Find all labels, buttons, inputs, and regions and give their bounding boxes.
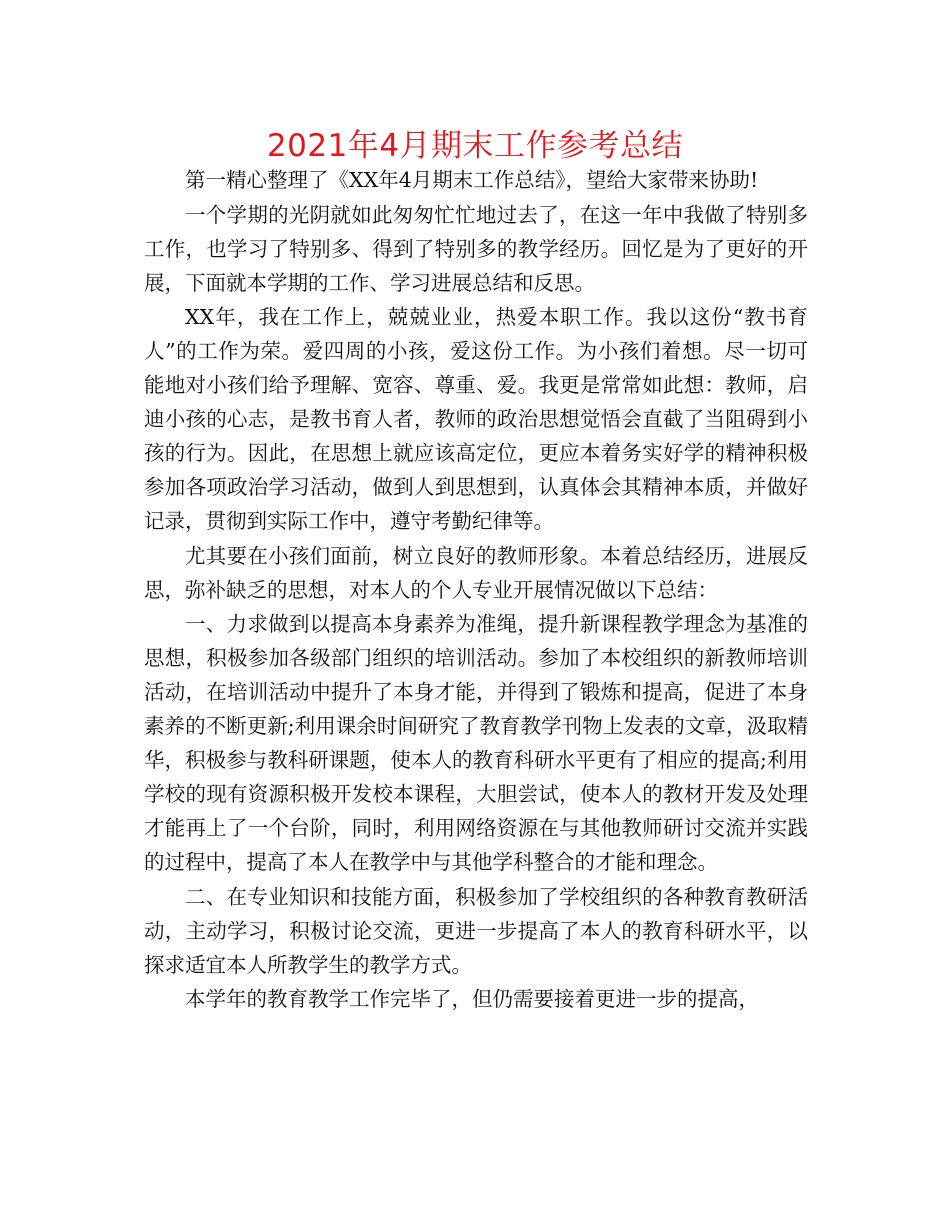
document-title: 2021年4月期末工作参考总结 [266, 128, 684, 164]
paragraph-closing: 本学年的教育教学工作完毕了，但仍需要接着更进一步的提高， [185, 987, 759, 1011]
document-body [144, 163, 808, 1017]
paragraph-intro: 第一精心整理了《XX年4月期末工作总结》，望给大家带来协助! [185, 168, 759, 192]
paragraph-work-attitude: XX年，我在工作上，兢兢业业，热爱本职工作。我以这份“教书育人”的工作为荣。爱四周的小孩，爱这份工作。为小孩们着想。尽一切可能地对小孩们给予理解、宽容、尊重、爱。我更是常常如此想：教师，启迪小孩的心志，是教书育人者，教师的政治思想觉悟会直截了当阻碍到小孩的行为。因此，在思想上就应该高定位，更应本着务实好学的精神积极参加各项政治学习活动，做到人到思想到，认真体会其精神本质，并做好记录，贯彻到实际工作中，遵守考勤纪律等。 [144, 305, 808, 533]
paragraph-point-two: 二、在专业知识和技能方面，积极参加了学校组织的各种教育教研活动，主动学习，积极讨论交流，更进一步提高了本人的教育科研水平，以探求适宜本人所教学生的教学方式。 [144, 884, 808, 977]
paragraph-semester: 一个学期的光阴就如此匆匆忙忙地过去了，在这一年中我做了特别多工作，也学习了特别多、得到了特别多的教学经历。回忆是为了更好的开展，下面就本学期的工作、学习进展总结和反思。 [144, 202, 808, 295]
paragraph-point-one: 一、力求做到以提高本身素养为准绳，提升新课程教学理念为基准的思想，积极参加各级部门组织的培训活动。参加了本校组织的新教师培训活动，在培训活动中提升了本身才能，并得到了锻炼和提高，促进了本身素养的不断更新;利用课余时间研究了教育教学刊物上发表的文章，汲取精华，积极参与教科研课题，使本人的教育科研水平更有了相应的提高;利用学校的现有资源积极开发校本课程，大胆尝试，使本人的教材开发及处理才能再上了一个台阶，同时，利用网络资源在与其他教师研讨交流并实践的过程中，提高了本人在教学中与其他学科整合的才能和理念。 [144, 612, 808, 874]
paragraph-teacher-image: 尤其要在小孩们面前，树立良好的教师形象。本着总结经历，进展反思，弥补缺乏的思想，对本人的个人专业开展情况做以下总结： [144, 543, 808, 602]
